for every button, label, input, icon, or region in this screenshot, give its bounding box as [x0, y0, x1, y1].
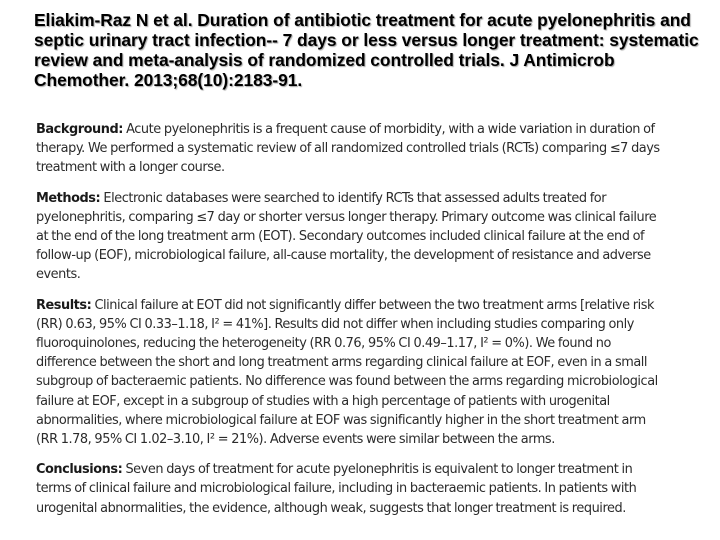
conclusions-section: [36, 460, 668, 518]
results-section: [36, 296, 668, 450]
background-section: [36, 120, 668, 178]
conclusions-text: Seven days of treatment for acute pyelonephritis is equivalent to longer treatment in terms of clinical failure and microbiological failure, including in bacteraemic patients. In patients with urogenital abnormalities, the evidence, although weak, suggests that longer treatment is required.: [36, 462, 637, 516]
background-text: Acute pyelonephritis is a frequent cause of morbidity, with a wide variation in duration of therapy. We performed a systematic review of all randomized controlled trials (RCTs) comparing ≤7 days treatment with a longer course.: [36, 122, 660, 176]
methods-label: Methods:: [36, 190, 101, 206]
conclusions-label: Conclusions:: [36, 462, 123, 478]
methods-text: Electronic databases were searched to identify RCTs that assessed adults treated for pyelonephritis, comparing ≤7 day or shorter versus longer therapy. Primary outcome was clinical failure at the end of the long treatment arm (EOT). Secondary outcomes included clinical failure at the end of follow-up (EOF), microbiological failure, all-cause mortality, the development of resistance and adverse events.: [36, 190, 657, 283]
abstract-image: [36, 120, 668, 529]
results-label: Results:: [36, 297, 92, 313]
background-label: Background:: [36, 122, 123, 137]
results-text: Clinical failure at EOT did not significantly differ between the two treatment arms [relative risk (RR) 0.63, 95% CI 0.33–1.18, I² = 41%]. Results did not differ when including studies comparing only fluoroquinolones, reducing the heterogeneity (RR 0.76, 95% CI 0.49–1.17, I² = 0%). We found no difference between the short and long treatment arms regarding clinical failure at EOF, even in a small subgroup of bacteraemic patients. No difference was found between the arms regarding microbiological failure at EOF, except in a subgroup of studies with a high percentage of patients with urogenital abnormalities, where microbiological failure at EOF was significantly higher in the short treatment arm (RR 1.78, 95% CI 1.02–3.10, I² = 21%). Adverse events were similar between the arms.: [36, 297, 658, 448]
citation-title: Eliakim-Raz N et al. Duration of antibiotic treatment for acute pyelonephritis and septic urinary tract infection-- 7 days or less versus longer treatment: systematic review and meta-analysis of randomized controlled trials. J Antimicrob Chemother. 2013;68(10):2183-91.: [34, 10, 699, 90]
methods-section: [36, 189, 668, 285]
